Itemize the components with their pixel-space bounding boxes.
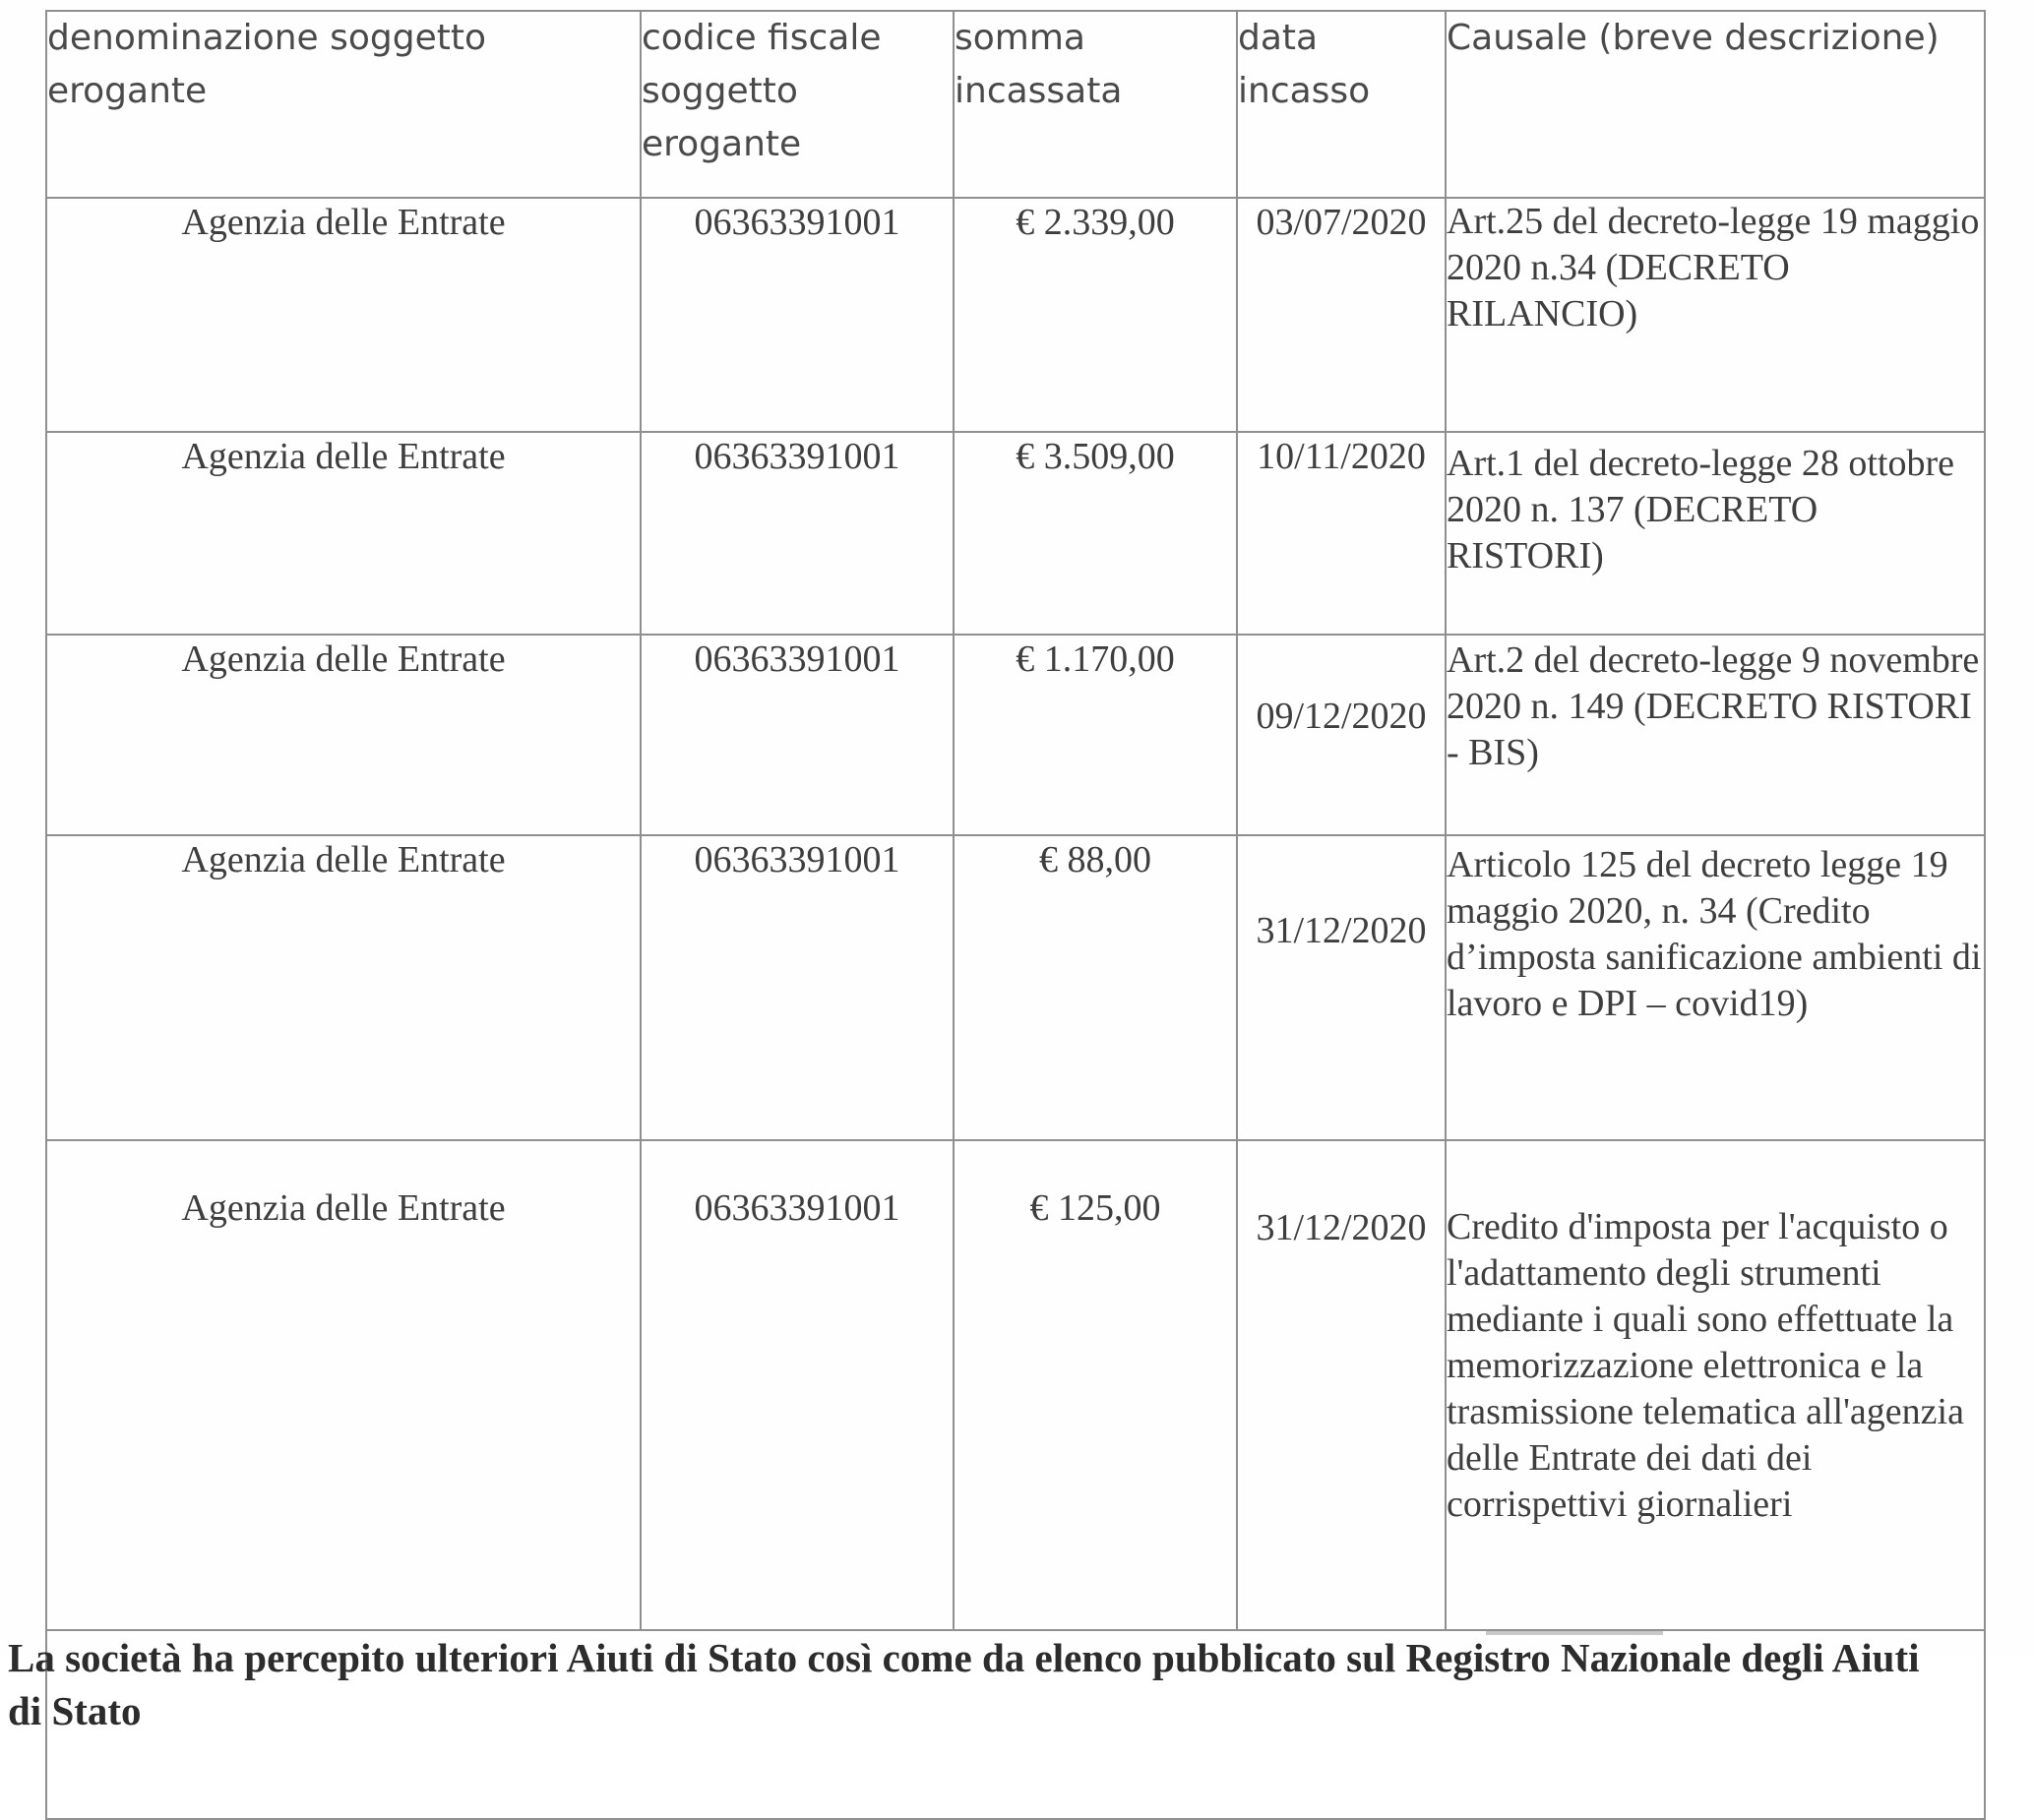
cell-data: 10/11/2020 [1237, 432, 1446, 635]
cell-ente: Agenzia delle Entrate [46, 835, 641, 1140]
cell-data: 31/12/2020 [1237, 835, 1446, 1140]
header-causale: Causale (breve descrizione) [1446, 11, 1985, 198]
table-row [46, 198, 1985, 432]
table-row [46, 835, 1985, 1140]
state-aid-table [8, 10, 1986, 1820]
cell-ente: Agenzia delle Entrate [46, 198, 641, 432]
cell-somma: € 125,00 [954, 1140, 1237, 1630]
note-cell [8, 1630, 1985, 1819]
state-aid-note: La società ha percepito ulteriori Aiuti di Stato così come da elenco pubblicato sul Registro Nazionale degli Aiuti di Stato [8, 1635, 1920, 1733]
cell-ente: Agenzia delle Entrate [46, 432, 641, 635]
cell-causale: Articolo 125 del decreto legge 19 maggio 2020, n. 34 (Credito d’imposta sanificazione ambienti di lavoro e DPI – covid19) [1446, 835, 1985, 1140]
cell-codice-fiscale: 06363391001 [641, 835, 954, 1140]
cell-causale: Art.1 del decreto-legge 28 ottobre 2020 n. 137 (DECRETO RISTORI) [1446, 432, 1985, 635]
cell-codice-fiscale: 06363391001 [641, 198, 954, 432]
cell-causale: Credito d'imposta per l'acquisto o l'adattamento degli strumenti mediante i quali sono effettuate la memorizzazione elettronica e la trasmissione telematica all'agenzia delle Entrate dei dati dei corrispettivi giornalieri [1446, 1140, 1985, 1630]
scan-artifact [1486, 1631, 1663, 1635]
cell-somma: € 88,00 [954, 835, 1237, 1140]
cell-data: 31/12/2020 [1237, 1140, 1446, 1630]
cell-codice-fiscale: 06363391001 [641, 635, 954, 835]
cell-codice-fiscale: 06363391001 [641, 432, 954, 635]
table-row [46, 635, 1985, 835]
table-row [46, 432, 1985, 635]
table-row [46, 1140, 1985, 1630]
cell-data: 09/12/2020 [1237, 635, 1446, 835]
header-somma: somma incassata [954, 11, 1237, 198]
cell-somma: € 3.509,00 [954, 432, 1237, 635]
cell-causale: Art.2 del decreto-legge 9 novembre 2020 n. 149 (DECRETO RISTORI - BIS) [1446, 635, 1985, 835]
header-row [46, 11, 1985, 198]
header-data: data incasso [1237, 11, 1446, 198]
cell-ente: Agenzia delle Entrate [46, 635, 641, 835]
note-row [46, 1630, 1985, 1819]
cell-codice-fiscale: 06363391001 [641, 1140, 954, 1630]
cell-somma: € 2.339,00 [954, 198, 1237, 432]
header-ente: denominazione soggetto erogante [46, 11, 641, 198]
cell-data: 03/07/2020 [1237, 198, 1446, 432]
cell-causale: Art.25 del decreto-legge 19 maggio 2020 n.34 (DECRETO RILANCIO) [1446, 198, 1985, 432]
cell-ente: Agenzia delle Entrate [46, 1140, 641, 1630]
header-codice-fiscale: codice fiscale soggetto erogante [641, 11, 954, 198]
cell-somma: € 1.170,00 [954, 635, 1237, 835]
